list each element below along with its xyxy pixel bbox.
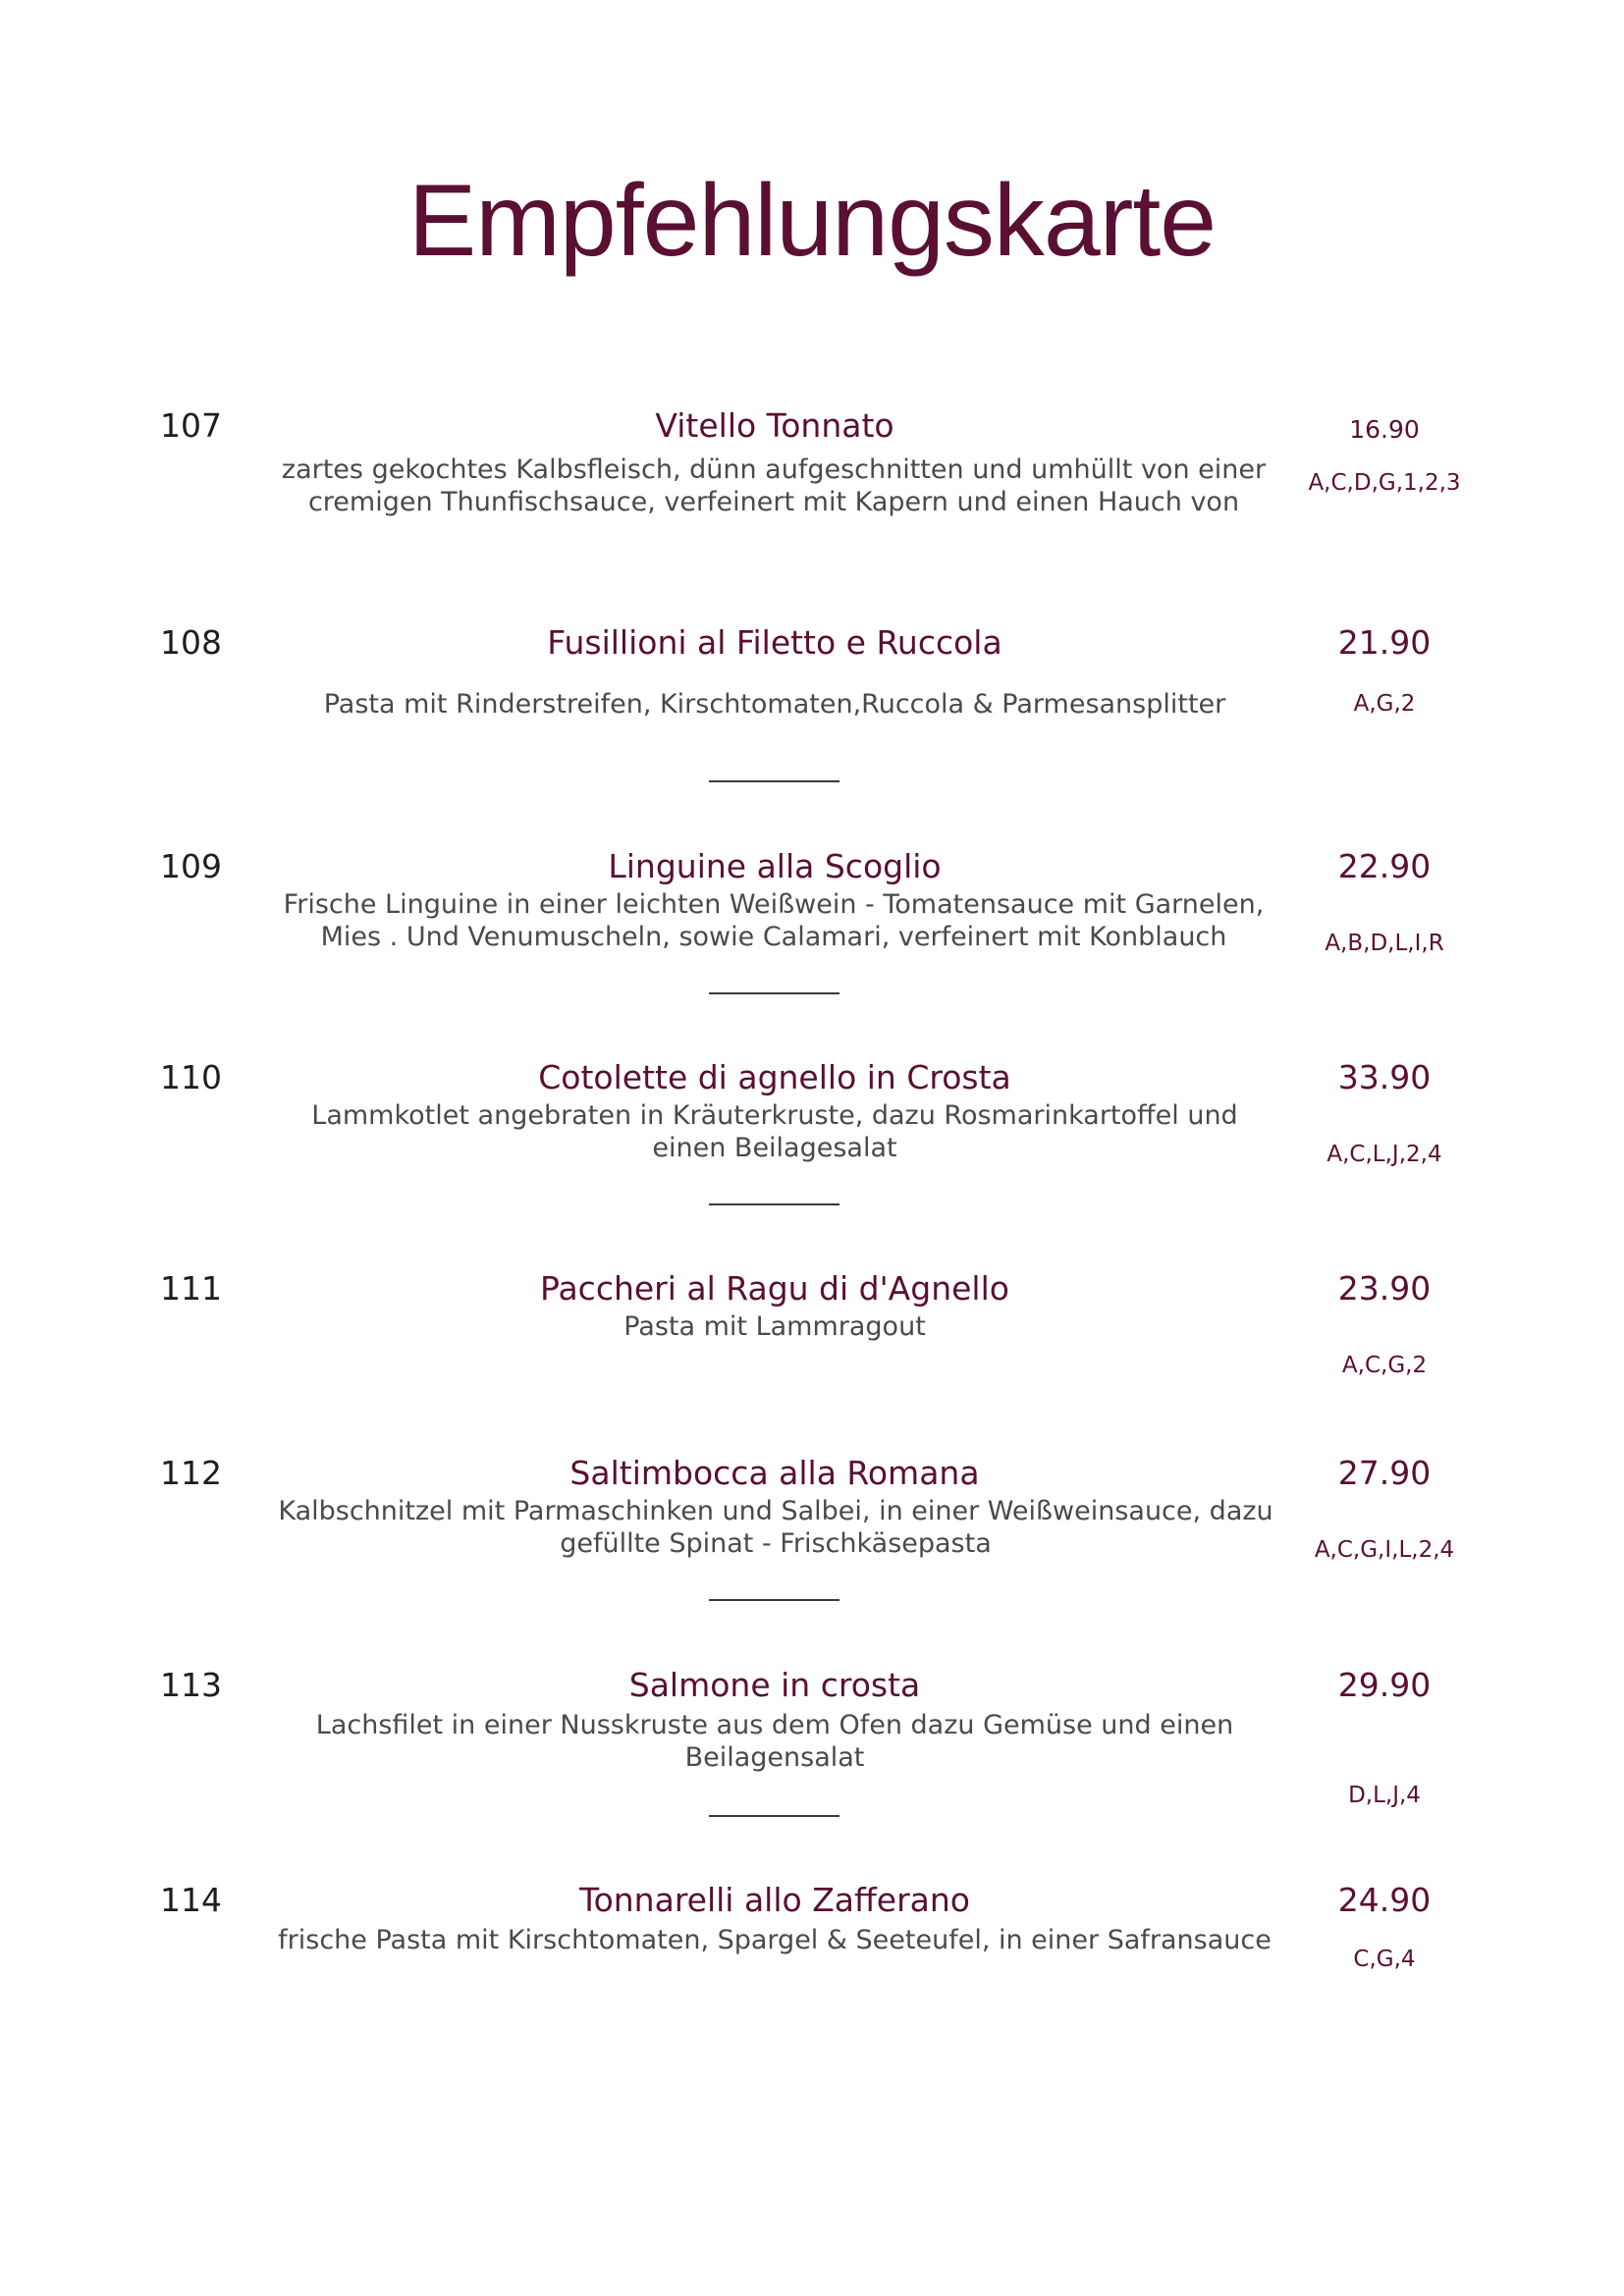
item-number: 113 — [160, 1666, 222, 1704]
item-allergens: A,C,G,I,L,2,4 — [1314, 1537, 1455, 1563]
item-description: Frische Linguine in einer leichten Weißwein - Tomatensauce mit Garnelen, Mies . Und Venumuscheln, sowie Calamari, verfeinert mit Konblauch — [283, 889, 1265, 952]
item-price: 16.90 — [1349, 415, 1420, 444]
item-price: 29.90 — [1337, 1666, 1432, 1704]
item-allergens: A,C,L,J,2,4 — [1326, 1142, 1442, 1167]
item-description: Pasta mit Lammragout — [623, 1311, 926, 1342]
item-name: Fusillioni al Filetto e Ruccola — [547, 623, 1002, 662]
separator-line — [709, 780, 839, 782]
item-description: Lachsfilet in einer Nusskruste aus dem Ofen dazu Gemüse und einen Beilagensalat — [315, 1710, 1234, 1773]
item-allergens: A,B,D,L,I,R — [1325, 931, 1444, 956]
item-name: Linguine alla Scoglio — [608, 847, 942, 885]
item-description: Pasta mit Rinderstreifen, Kirschtomaten,Ruccola & Parmesansplitter — [323, 689, 1226, 720]
item-allergens: D,L,J,4 — [1348, 1783, 1421, 1808]
item-description: frische Pasta mit Kirschtomaten, Spargel & Seeteufel, in einer Safransauce — [278, 1925, 1272, 1955]
separator-line — [709, 1815, 839, 1817]
item-number: 112 — [160, 1454, 222, 1492]
item-description: Lammkotlet angebraten in Kräuterkruste, dazu Rosmarinkartoffel und einen Beilagesalat — [311, 1100, 1238, 1163]
item-allergens: A,C,D,G,1,2,3 — [1308, 470, 1461, 496]
item-price: 21.90 — [1337, 623, 1432, 662]
item-description: zartes gekochtes Kalbsfleisch, dünn aufgeschnitten und umhüllt von einer cremigen Thunfischsauce, verfeinert mit Kapern und einen Hauch von — [281, 454, 1267, 517]
item-description: Kalbschnitzel mit Parmaschinken und Salbei, in einer Weißweinsauce, dazu gefüllte Spinat - Frischkäsepasta — [278, 1496, 1273, 1559]
item-allergens: A,C,G,2 — [1341, 1353, 1428, 1378]
item-number: 114 — [160, 1881, 222, 1919]
item-name: Tonnarelli allo Zafferano — [579, 1881, 970, 1919]
separator-line — [709, 1599, 839, 1601]
separator-line — [709, 1203, 839, 1205]
item-name: Vitello Tonnato — [655, 406, 894, 445]
item-number: 110 — [160, 1058, 222, 1096]
item-name: Cotolette di agnello in Crosta — [538, 1058, 1011, 1096]
item-price: 22.90 — [1337, 847, 1432, 885]
item-price: 33.90 — [1337, 1058, 1432, 1096]
item-name: Saltimbocca alla Romana — [569, 1454, 980, 1492]
separator-line — [709, 992, 839, 994]
item-name: Salmone in crosta — [628, 1666, 921, 1704]
item-number: 111 — [160, 1269, 222, 1308]
item-allergens: A,G,2 — [1353, 691, 1416, 717]
item-price: 27.90 — [1337, 1454, 1432, 1492]
item-number: 107 — [160, 406, 222, 445]
item-price: 24.90 — [1337, 1881, 1432, 1919]
item-allergens: C,G,4 — [1353, 1947, 1416, 1972]
item-price: 23.90 — [1337, 1269, 1432, 1308]
item-number: 109 — [160, 847, 222, 885]
item-name: Paccheri al Ragu di d'Agnello — [540, 1269, 1009, 1308]
item-number: 108 — [160, 623, 222, 662]
page-title: Empfehlungskarte — [407, 164, 1217, 278]
